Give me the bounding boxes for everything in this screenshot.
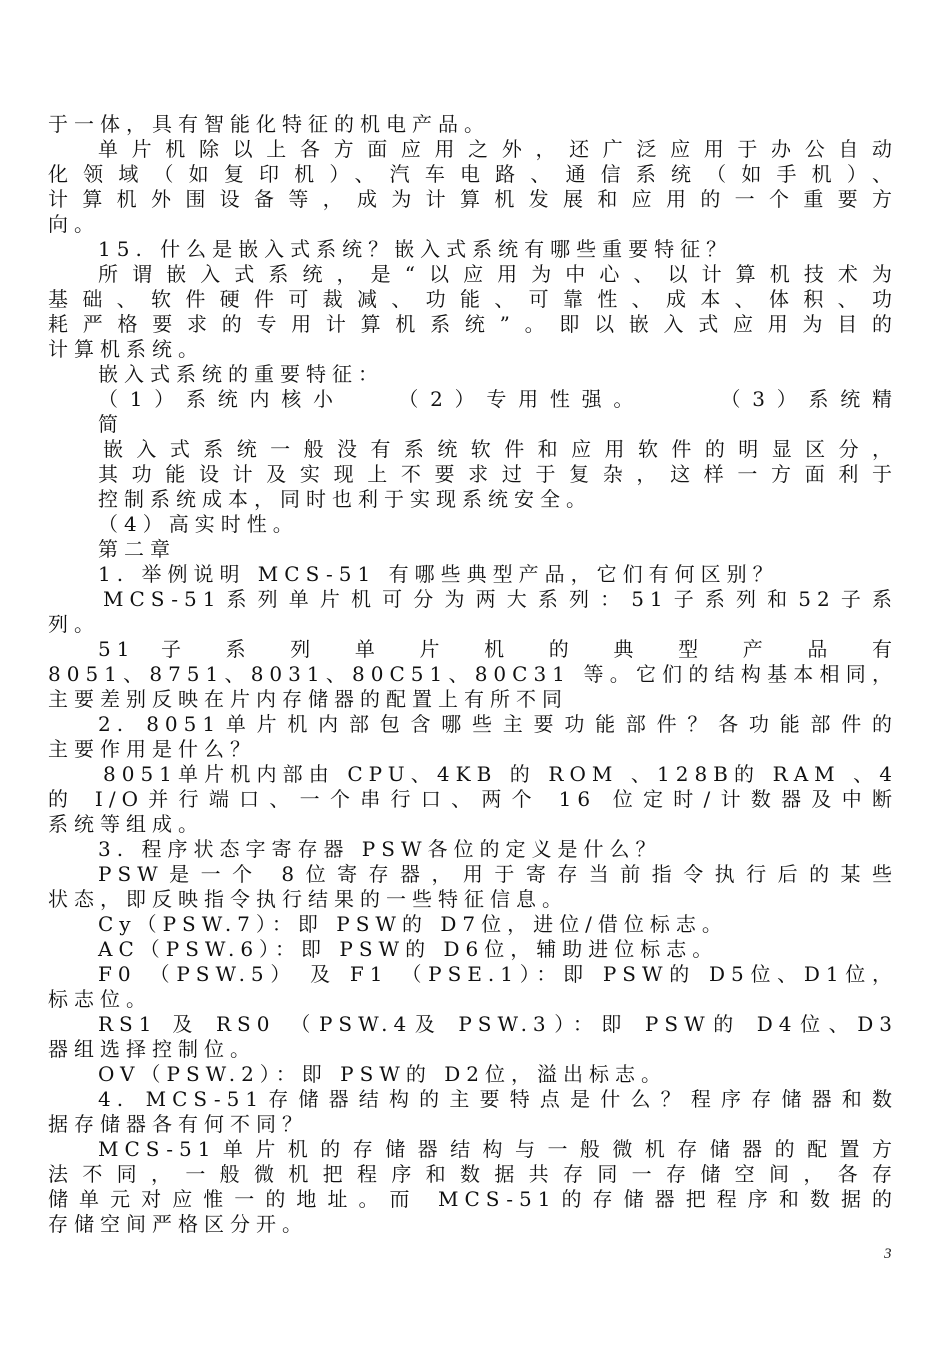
text-line: （4）高实时性。 [98,512,299,536]
text-line: 所谓嵌入式系统，是“以应用为中心、以计算机技术为 [98,262,898,286]
text-line: 简 [98,412,124,436]
text-line: PSW是一个 8位寄存器，用于寄存当前指令执行后的某些 [98,862,898,886]
text-line: 1. 举例说明 MCS-51 有哪些典型产品，它们有何区别？ [98,562,779,586]
text-line: Cy（PSW.7）：即 PSW的 D7位，进位/借位标志。 [98,912,728,936]
text-line: 8051单片机内部由 CPU、4KB 的 ROM 、128B的 RAM 、4 [103,762,898,786]
text-line: 计算机外围设备等，成为计算机发展和应用的一个重要方 [48,187,898,211]
text-line: 主要作用是什么？ [48,737,256,761]
text-line: MCS-51单片机的存储器结构与一般微机存储器的配置方 [98,1137,898,1161]
text-line: 列。 [48,612,100,636]
text-line: 51 子 系 列 单 片 机 的 典 型 产 品 有 [98,637,898,661]
text-line: 器组选择控制位。 [48,1037,256,1061]
text-line: 状态，即反映指令执行结果的一些特征信息。 [48,887,568,911]
text-line: 存储空间严格区分开。 [48,1212,308,1236]
text-line: 储单元对应惟一的地址。而 MCS-51的存储器把程序和数据的 [48,1187,898,1211]
text-line: 于一体，具有智能化特征的机电产品。 [48,112,490,136]
text-line: 单片机除以上各方面应用之外，还广泛应用于办公自动 [98,137,898,161]
text-line: 2. 8051单片机内部包含哪些主要功能部件？各功能部件的 [98,712,898,736]
text-line: 化领域（如复印机）、汽车电路、通信系统（如手机）、 [48,162,898,186]
text-line: AC（PSW.6）：即 PSW的 D6位，辅助进位标志。 [98,937,719,961]
text-line: 基础、软件硬件可裁减、功能、可靠性、成本、体积、功 [48,287,898,311]
text-line: 其功能设计及实现上不要求过于复杂，这样一方面利于 [98,462,898,486]
text-line: （1）系统内核小 （2）专用性强。 （3）系统精 [98,387,898,411]
text-line: 向。 [48,212,100,236]
text-line: 耗严格要求的专用计算机系统”。即以嵌入式应用为目的 [48,312,898,336]
text-line: 4. MCS-51存储器结构的主要特点是什么？程序存储器和数 [98,1087,898,1111]
text-line: F0 （PSW.5） 及 F1 （PSE.1）：即 PSW的 D5位、D1位， [98,962,898,986]
text-line: 嵌入式系统一般没有系统软件和应用软件的明显区分， [103,437,898,461]
text-line: 计算机系统。 [48,337,204,361]
text-line: 系统等组成。 [48,812,204,836]
text-line: OV（PSW.2）：即 PSW的 D2位，溢出标志。 [98,1062,667,1086]
text-line: MCS-51系列单片机可分为两大系列：51子系列和52子系 [103,587,898,611]
text-line: 据存储器各有何不同？ [48,1112,308,1136]
text-line: 8051、8751、8031、80C51、80C31 等。它们的结构基本相同， [48,662,898,686]
text-line: 法不同，一般微机把程序和数据共存同一存储空间，各存 [48,1162,898,1186]
text-line: 3. 程序状态字寄存器 PSW各位的定义是什么？ [98,837,662,861]
text-line: RS1 及 RS0 （PSW.4及 PSW.3）：即 PSW的 D4位、D3 [98,1012,898,1036]
text-line: 标志位。 [48,987,152,1011]
text-line: 15. 什么是嵌入式系统？嵌入式系统有哪些重要特征？ [98,237,733,261]
text-line: 控制系统成本，同时也利于实现系统安全。 [98,487,592,511]
page-number: 3 [884,1246,892,1262]
document-body [48,112,898,1237]
text-line: 的 I/O并行端口、一个串行口、两个 16 位定时/计数器及中断 [48,787,898,811]
text-line: 嵌入式系统的重要特征： [98,362,384,386]
text-line: 第二章 [98,537,176,561]
text-line: 主要差别反映在片内存储器的配置上有所不同 [48,687,568,711]
